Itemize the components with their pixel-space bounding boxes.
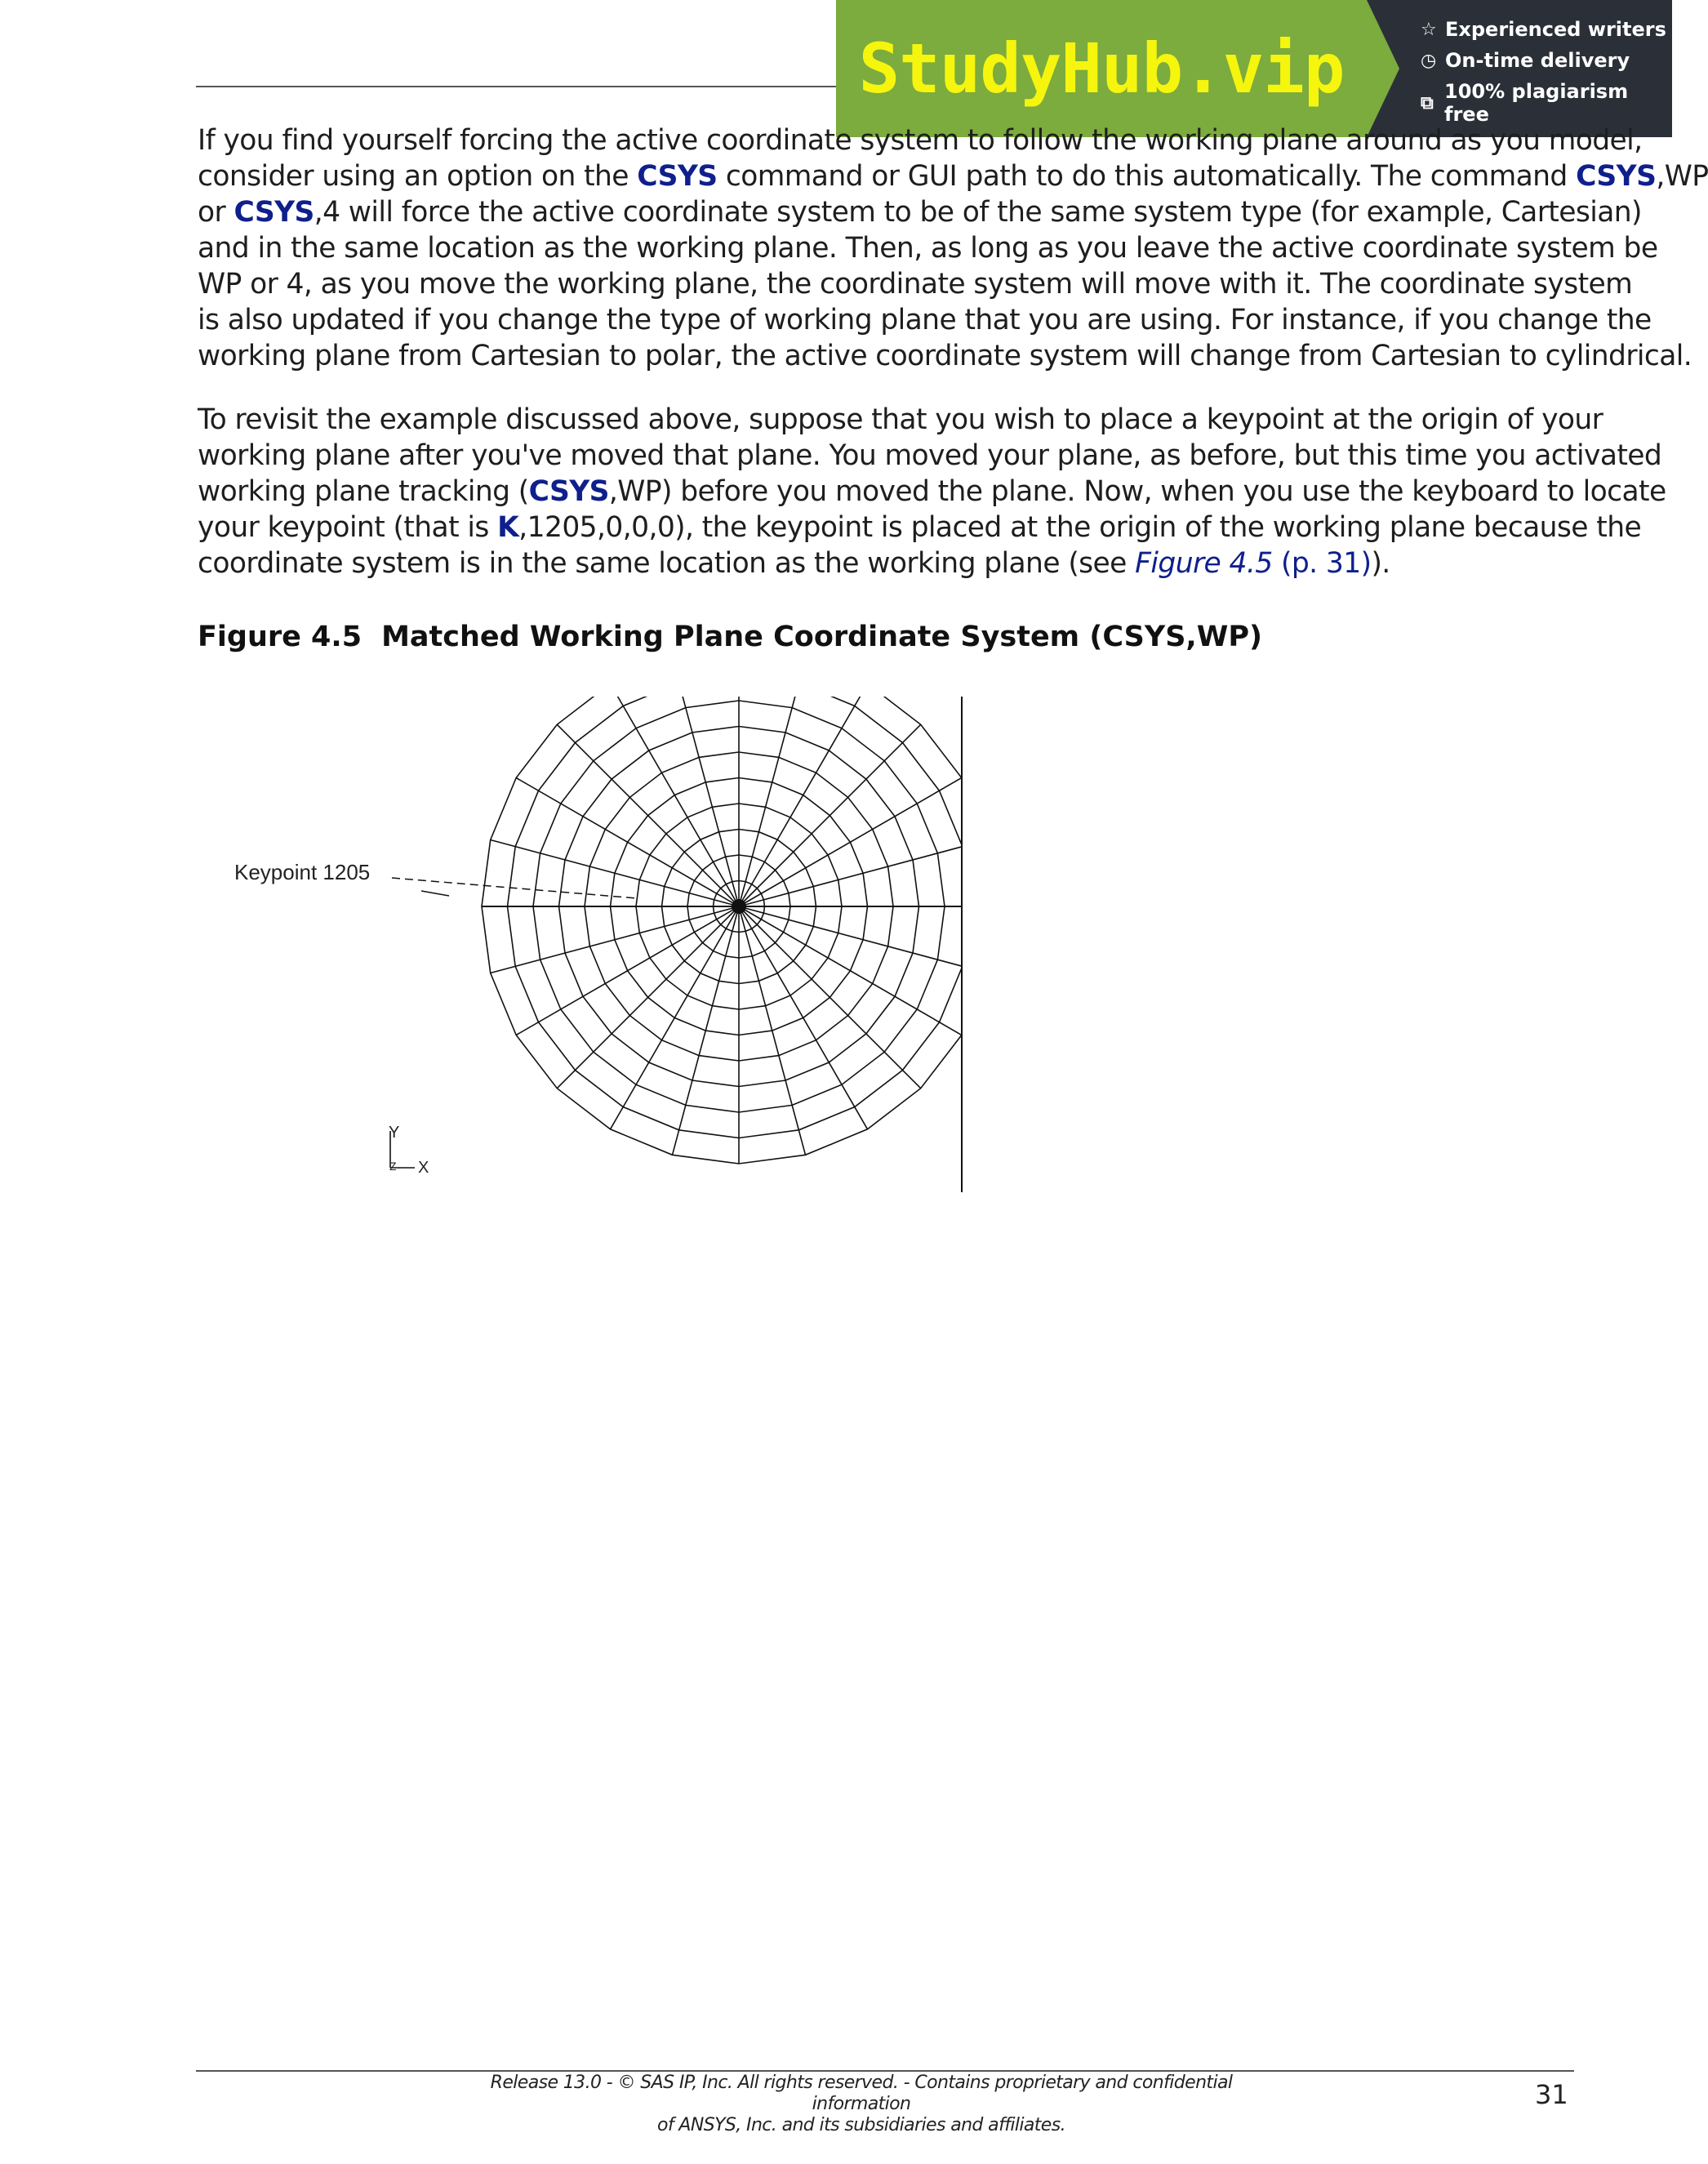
- figure-reference-link[interactable]: Figure 4.5: [1135, 547, 1273, 580]
- footer-rule: [196, 2070, 1574, 2072]
- studyhub-logo[interactable]: StudyHub.vip: [836, 0, 1367, 137]
- banner-features: [1367, 0, 1672, 137]
- paragraph-keypoint-example: [198, 402, 1666, 581]
- csys-command-link[interactable]: CSYS: [234, 196, 314, 229]
- paragraph-line: To revisit the example discussed above, suppose that you wish to place a keypoint at the origin of your: [198, 403, 1603, 436]
- csys-command-link[interactable]: CSYS: [637, 160, 718, 193]
- paragraph-line: If you find yourself forcing the active coordinate system to follow the working plane around as you model,: [198, 124, 1643, 157]
- csys-command-link[interactable]: CSYS: [528, 475, 609, 508]
- triad-x-label: X: [418, 1159, 429, 1177]
- paragraph-line: working plane after you've moved that plane. You moved your plane, as before, but this time you activated: [198, 439, 1662, 472]
- figure-number: Figure 4.5: [198, 621, 363, 653]
- copyright-line-2: of ANSYS, Inc. and its subsidiaries and affiliates.: [657, 2115, 1065, 2135]
- paragraph-line: WP or 4, as you move the working plane, the coordinate system will move with it. The coordinate system: [198, 268, 1633, 301]
- paragraph-line: working plane tracking (CSYS,WP) before you moved the plane. Now, when you use the keyboard to locate: [198, 475, 1666, 508]
- polar-grid-diagram: [229, 690, 980, 1196]
- paragraph-line: coordinate system is in the same location as the working plane (see Figure 4.5 (p. 31)).: [198, 547, 1390, 580]
- page-reference-link[interactable]: (p. 31): [1272, 547, 1372, 580]
- paragraph-csys-wp: [198, 122, 1708, 374]
- feature-on-time-delivery: [1421, 49, 1672, 72]
- grid-spoke: [739, 906, 868, 1129]
- feature-label: 100% plagiarism free: [1444, 80, 1629, 126]
- k-command-link[interactable]: K: [497, 511, 519, 544]
- grid-spoke: [739, 906, 962, 1035]
- grid-spoke: [739, 683, 868, 906]
- grid-spoke: [739, 658, 806, 906]
- origin-marker: [732, 899, 746, 914]
- grid-spoke: [516, 906, 739, 1035]
- grid-spoke: [611, 906, 740, 1129]
- paragraph-line: consider using an option on the CSYS command or GUI path to do this automatically. The command CSYS,WP: [198, 160, 1708, 193]
- grid-spoke: [611, 683, 740, 906]
- grid-spoke: [739, 906, 806, 1155]
- polar-working-plane-figure: [229, 690, 980, 1196]
- triad-y-label: Y: [389, 1124, 400, 1142]
- copy-icon: ⧉: [1421, 92, 1434, 114]
- feature-experienced-writers: [1421, 18, 1672, 41]
- grid-spoke: [739, 840, 987, 907]
- csys-command-link[interactable]: CSYS: [1576, 160, 1657, 193]
- main-content: [198, 122, 1708, 581]
- feature-label: On-time delivery: [1445, 49, 1630, 72]
- triad-z-label: Z: [389, 1160, 397, 1173]
- keypoint-leader-line: [392, 878, 637, 898]
- grid-spoke: [673, 658, 740, 906]
- grid-spoke: [491, 906, 739, 973]
- figure-caption: [198, 621, 1262, 653]
- grid-spoke: [673, 906, 740, 1155]
- copyright-notice: [441, 2073, 1282, 2136]
- paragraph-line: or CSYS,4 will force the active coordinate system to be of the same system type (for example, Cartesian): [198, 196, 1642, 229]
- feature-label: Experienced writers: [1445, 18, 1666, 41]
- feature-plagiarism-free: [1421, 80, 1672, 126]
- grid-spoke: [516, 778, 739, 907]
- star-icon: ☆: [1421, 19, 1437, 40]
- figure-title: Matched Working Plane Coordinate System (CSYS,WP): [381, 621, 1262, 653]
- grid-spoke: [739, 778, 962, 907]
- keypoint-leader-tick: [421, 891, 449, 896]
- studyhub-banner[interactable]: [836, 0, 1672, 137]
- grid-spoke: [739, 906, 987, 973]
- clock-icon: ◷: [1421, 50, 1437, 71]
- copyright-line-1: Release 13.0 - © SAS IP, Inc. All rights reserved. - Contains proprietary and confidential information: [490, 2073, 1233, 2114]
- keypoint-label: Keypoint 1205: [234, 860, 371, 884]
- paragraph-line: your keypoint (that is K,1205,0,0,0), the keypoint is placed at the origin of the working plane because the: [198, 511, 1642, 544]
- page-number: 31: [1535, 2079, 1568, 2110]
- paragraph-line: and in the same location as the working plane. Then, as long as you leave the active coordinate system be: [198, 232, 1658, 265]
- paragraph-line: is also updated if you change the type of working plane that you are using. For instance, if you change the: [198, 304, 1652, 336]
- paragraph-line: working plane from Cartesian to polar, the active coordinate system will change from Cartesian to cylindrical.: [198, 340, 1692, 372]
